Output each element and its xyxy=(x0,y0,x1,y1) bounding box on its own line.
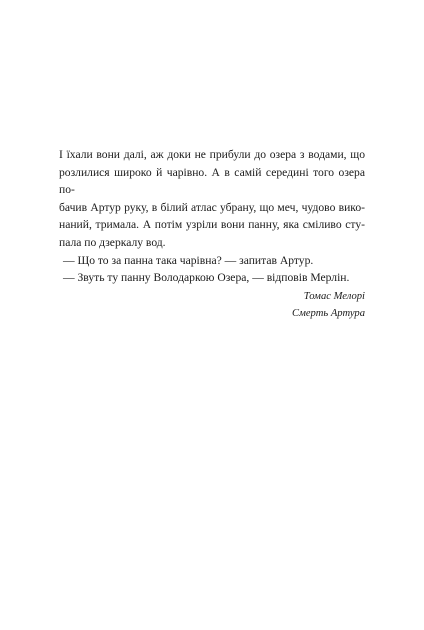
paragraph-line: бачив Артур руку, в білий атлас убрану, що меч, чудово вико- xyxy=(59,200,365,214)
attribution-author: Томас Мелорі xyxy=(303,290,365,302)
dialogue-line-arthur: — Що то за панна така чарівна? — запитав Артур. xyxy=(63,253,314,267)
paragraph-line: розлилися широко й чарівно. А в самій середині того озера по- xyxy=(59,165,365,197)
epigraph-paragraph xyxy=(59,146,365,252)
attribution-work: Смерть Артура xyxy=(292,308,365,320)
dialogue-line-merlin: — Звуть ту панну Володаркою Озера, — відповів Мерлін. xyxy=(63,271,350,285)
epigraph xyxy=(59,146,365,323)
paragraph-line: І їхали вони далі, аж доки не прибули до озера з водами, що xyxy=(59,148,365,161)
paragraph-line: пала по дзеркалу вод. xyxy=(59,235,166,249)
paragraph-line: наний, тримала. А потім узріли вони панну, яка сміливо сту- xyxy=(59,218,365,232)
